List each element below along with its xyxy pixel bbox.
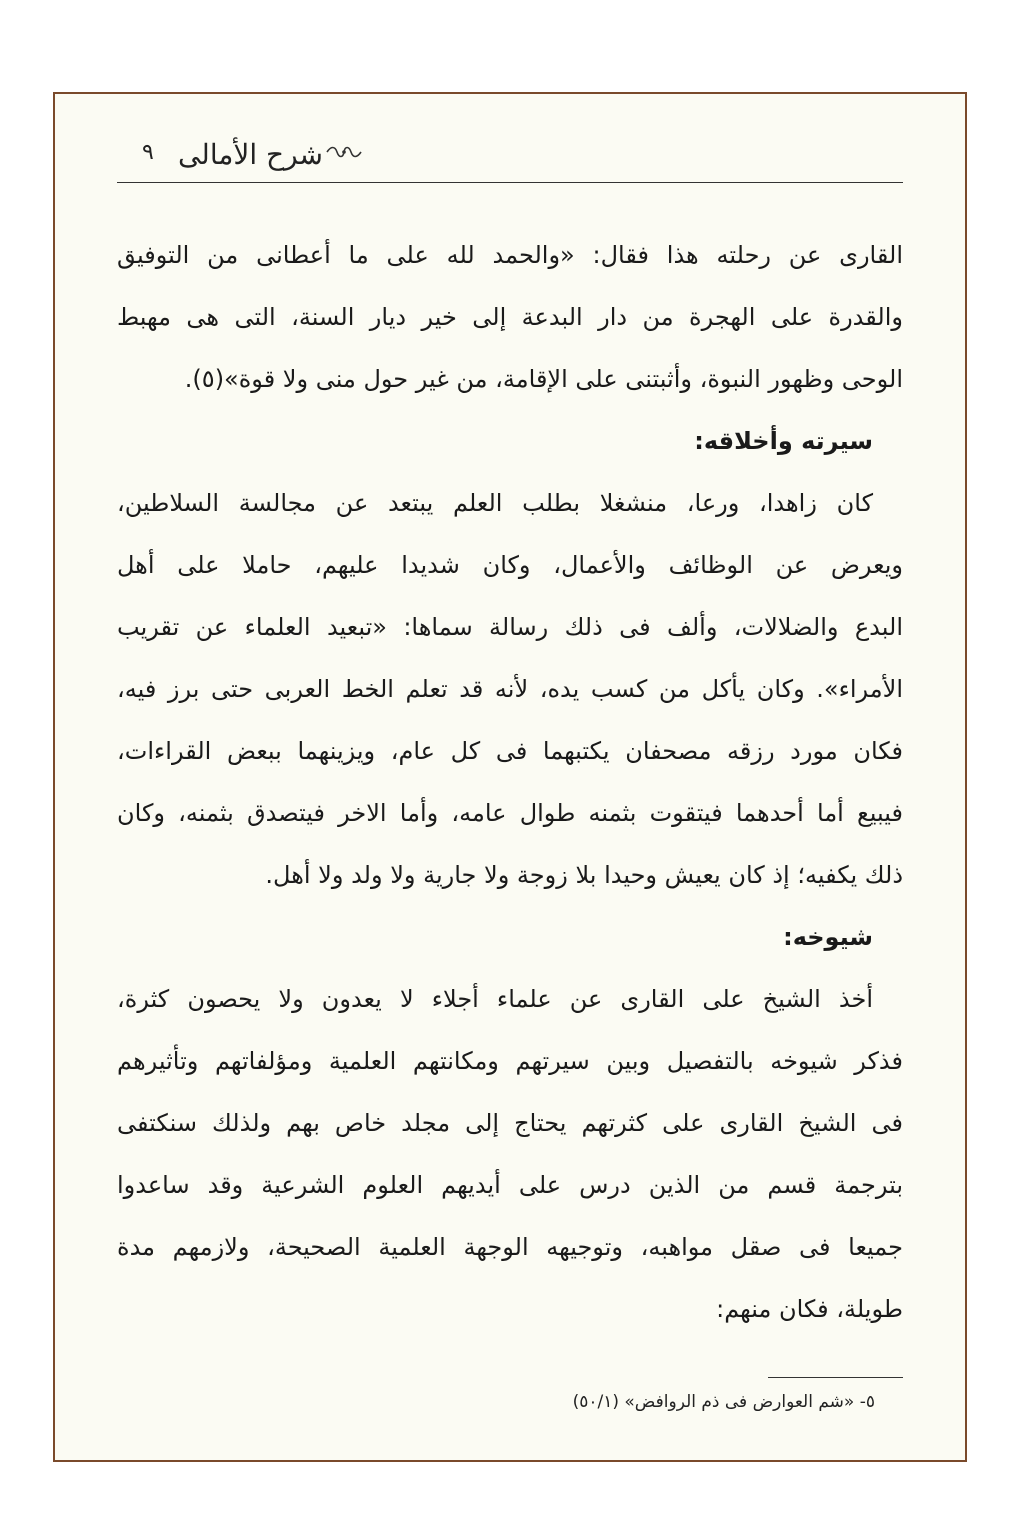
- text-line: كان زاهدا، ورعا، منشغلا بطلب العلم يبتعد عن مجالسة السلاطين،: [117, 489, 873, 517]
- text-line: فى الشيخ القارى على كثرتهم يحتاج إلى مجلد خاص بهم ولذلك سنكتفى: [117, 1109, 903, 1137]
- section-heading: سيرته وأخلاقه:: [694, 427, 873, 455]
- page-body: [117, 224, 903, 1340]
- text-line: فكان مورد رزقه مصحفان يكتبهما فى كل عام، ويزينهما ببعض القراءات،: [117, 737, 903, 765]
- text-line: طويلة، فكان منهم:: [716, 1295, 903, 1323]
- page-header: [117, 134, 903, 180]
- text-line: القارى عن رحلته هذا فقال: «والحمد لله على ما أعطانى من التوفيق: [117, 241, 903, 269]
- ornament-icon: [325, 144, 363, 160]
- text-line: والقدرة على الهجرة من دار البدعة إلى خير ديار السنة، التى هى مهبط: [117, 303, 903, 331]
- text-line: فذكر شيوخه بالتفصيل وبين سيرتهم ومكانتهم العلمية ومؤلفاتهم وتأثيرهم: [117, 1047, 903, 1075]
- footnote: ٥- «شم العوارض فى ذم الروافض» (٥٠/١): [572, 1392, 875, 1412]
- paragraph: [117, 472, 903, 906]
- text-line: أخذ الشيخ على القارى عن علماء أجلاء لا يعدون ولا يحصون كثرة،: [117, 985, 873, 1013]
- text-line: جميعا فى صقل مواهبه، وتوجيهه الوجهة العلمية الصحيحة، ولازمهم مدة: [117, 1233, 903, 1261]
- paragraph: [117, 968, 903, 1340]
- text-line: بترجمة قسم من الذين درس على أيديهم العلوم الشرعية وقد ساعدوا: [117, 1171, 903, 1199]
- book-page: [53, 92, 967, 1462]
- text-line: ويعرض عن الوظائف والأعمال، وكان شديدا عليهم، حاملا على أهل: [117, 551, 903, 579]
- paragraph: [117, 224, 903, 410]
- page-number: ٩: [142, 140, 154, 165]
- text-line: ذلك يكفيه؛ إذ كان يعيش وحيدا بلا زوجة ولا جارية ولا ولد ولا أهل.: [265, 861, 903, 889]
- running-title: شرح الأمالى: [177, 138, 323, 171]
- text-line: الأمراء». وكان يأكل من كسب يده، لأنه قد تعلم الخط العربى حتى برز فيه،: [117, 675, 903, 703]
- section-heading: شيوخه:: [783, 923, 873, 951]
- text-line: فيبيع أما أحدهما فيتقوت بثمنه طوال عامه، وأما الاخر فيتصدق بثمنه، وكان: [117, 799, 903, 827]
- footnote-rule: [768, 1377, 903, 1378]
- text-line: الوحى وظهور النبوة، وأثبتنى على الإقامة، من غير حول منى ولا قوة»(٥).: [184, 365, 903, 393]
- header-rule: [117, 182, 903, 183]
- text-line: البدع والضلالات، وألف فى ذلك رسالة سماها: «تبعيد العلماء عن تقريب: [117, 613, 903, 641]
